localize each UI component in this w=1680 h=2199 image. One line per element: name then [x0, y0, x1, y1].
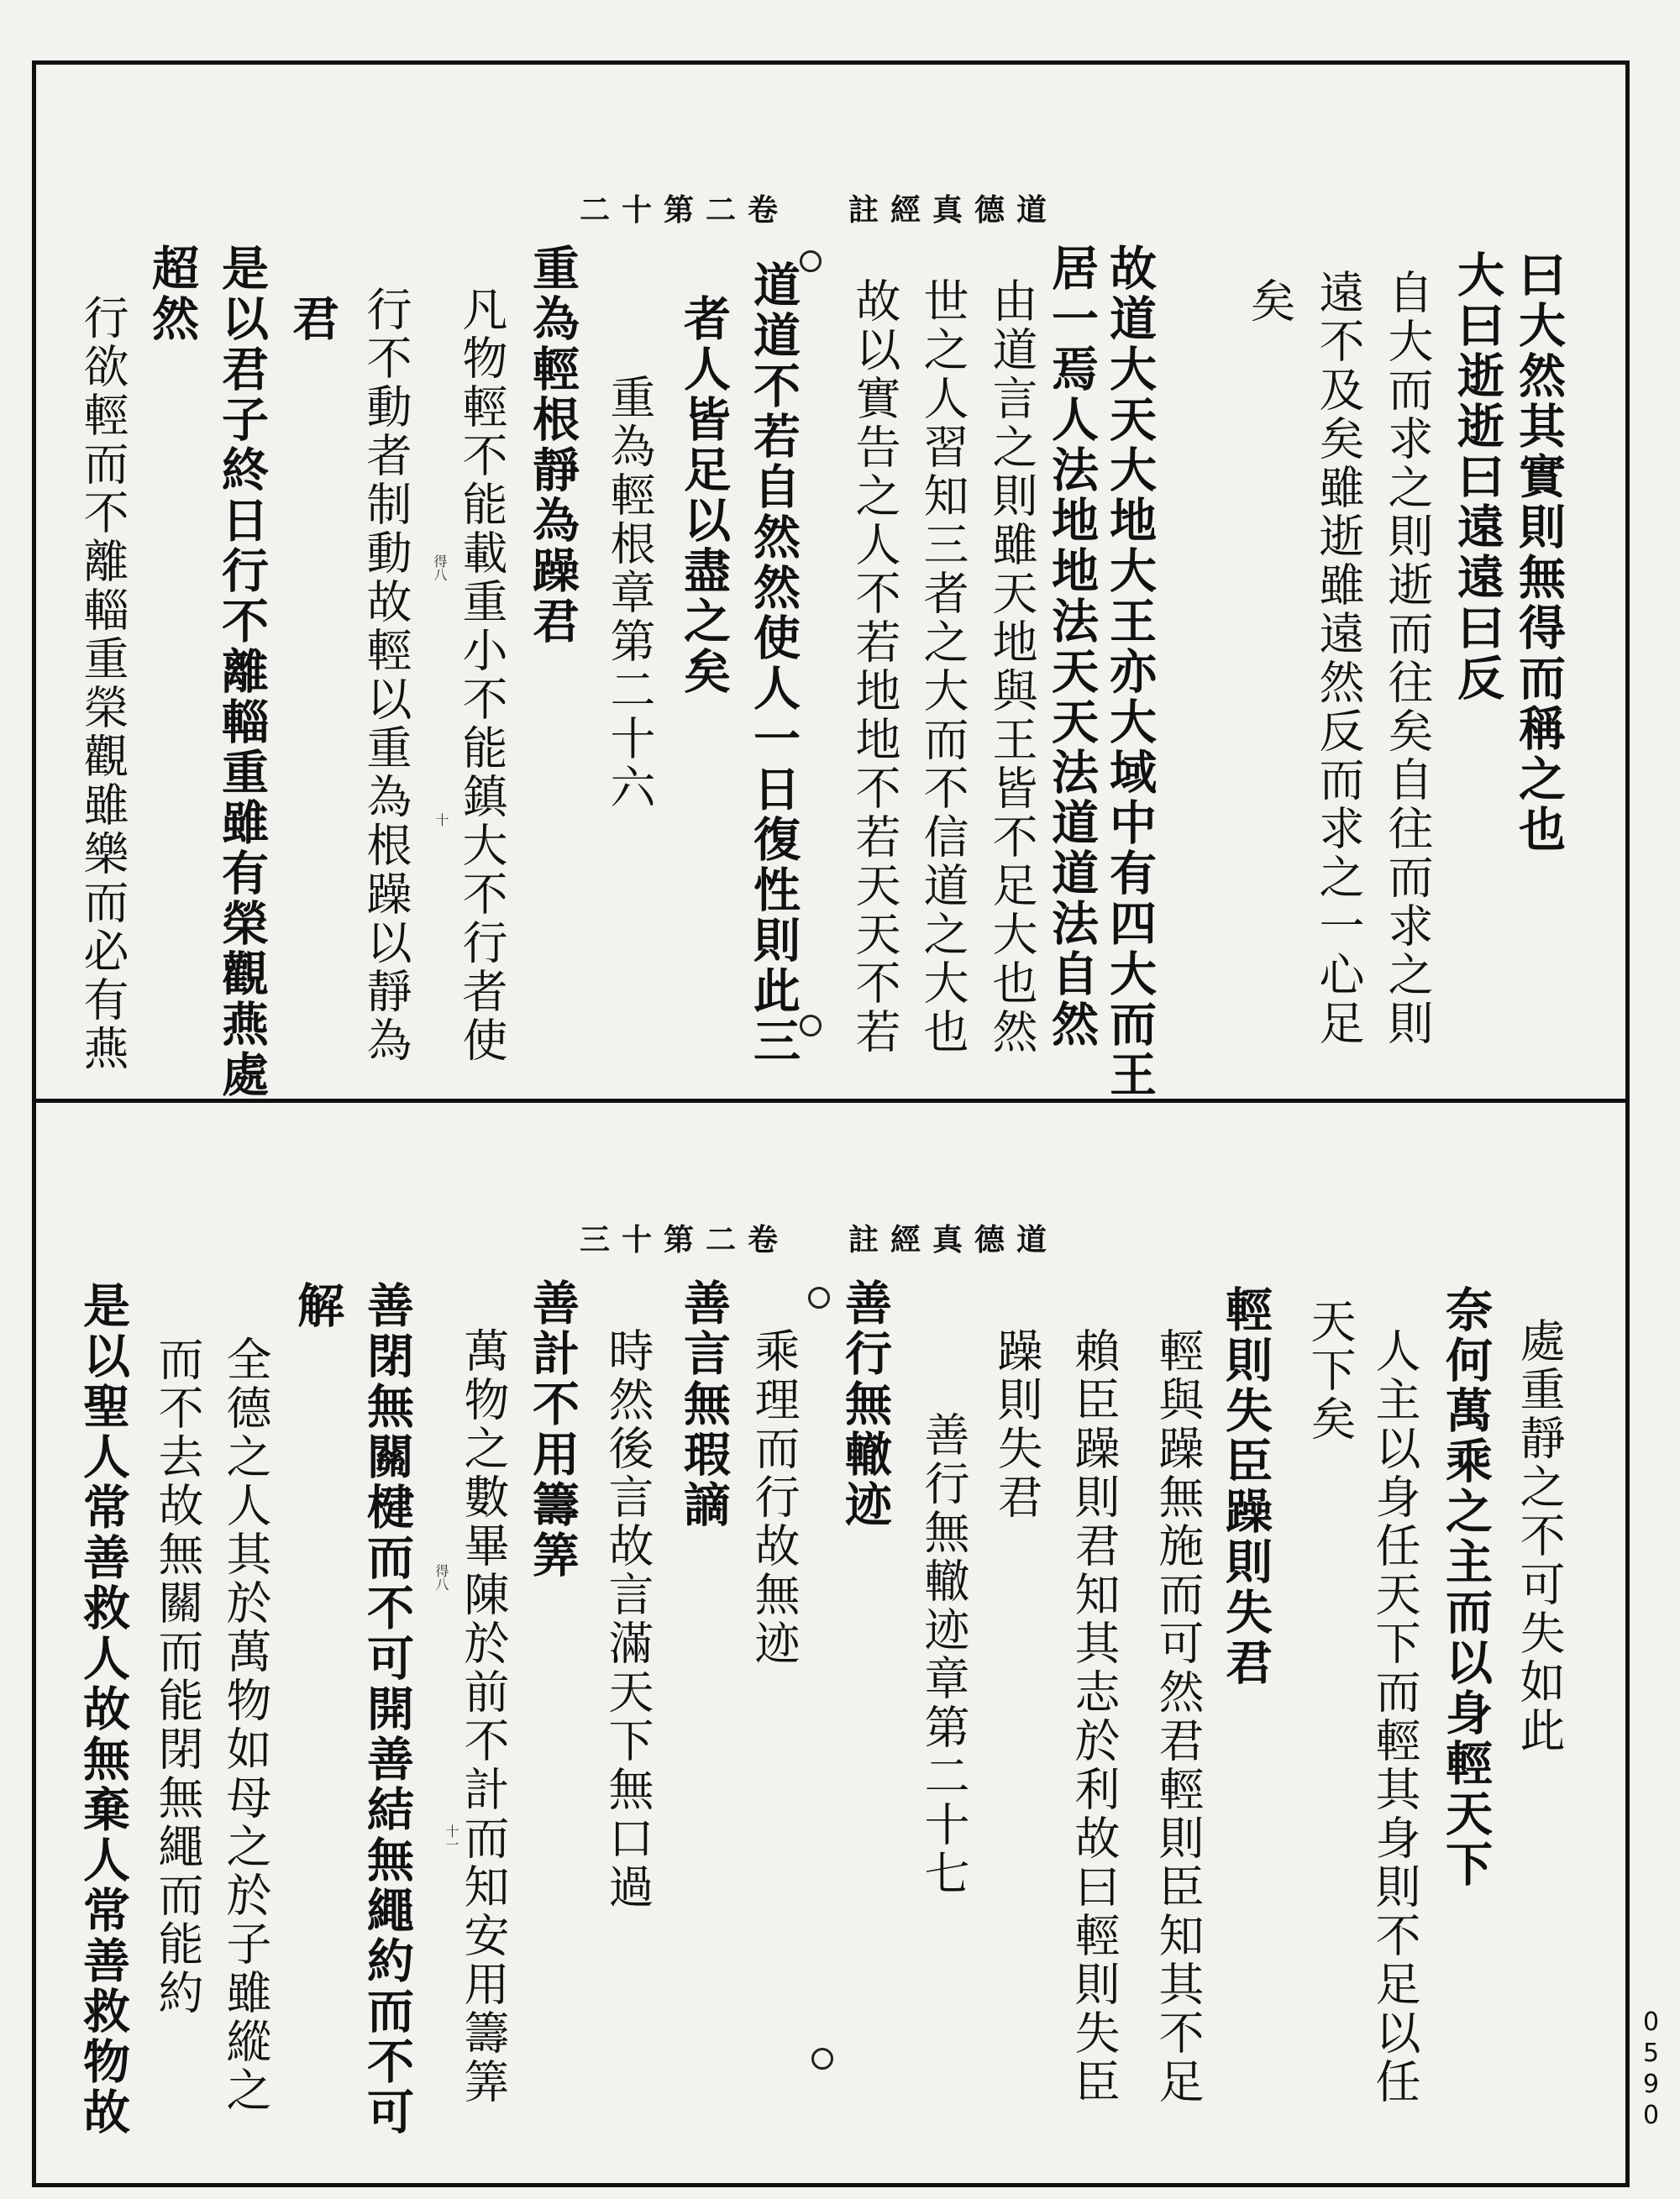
text-column: 善閉無關楗而不可開善結無繩約而不可 — [360, 1281, 415, 2138]
text-column: 凡物輕不能載重小不能鎮大不行者使 — [455, 286, 508, 1065]
text-column: 躁則失君 — [990, 1327, 1043, 1522]
circle-mark — [811, 2048, 833, 2070]
circle-mark — [800, 1015, 822, 1037]
text-column: 道道不若自然然使人一日復性則此三 — [746, 260, 801, 1067]
page-number: 0590 — [1636, 2007, 1666, 2132]
chapter-title: 善行無轍迹章第二十七 — [917, 1411, 970, 1898]
text-column: 故道大天大地大王亦大域中有四大而王 — [1102, 244, 1158, 1100]
text-column: 全德之人其於萬物如母之於子雖縱之 — [219, 1336, 272, 2115]
text-column: 萬物之數畢陳於前不計而知安用籌筭 — [457, 1327, 510, 2107]
header-volume: 卷二第十二 — [580, 192, 790, 228]
text-column: 輕則失臣躁則失君 — [1218, 1285, 1273, 1688]
header-title: 道德真經註 — [848, 192, 1059, 228]
text-column: 天下矣 — [1304, 1298, 1357, 1444]
chapter-title: 重為輕根章第二十六 — [603, 374, 656, 812]
text-column: 大曰逝逝曰遠遠曰反 — [1450, 250, 1505, 704]
text-column: 自大而求之則逝而往矣自往而求之則 — [1381, 269, 1434, 1048]
text-column: 世之人習知三者之大而不信道之大也 — [916, 277, 969, 1057]
text-column: 解 — [290, 1281, 345, 1331]
bottom-page-header — [580, 1216, 1058, 1259]
text-column: 善行無轍迹 — [837, 1278, 893, 1530]
text-column: 由道言之則雖天地與王皆不足大也然 — [985, 277, 1038, 1057]
text-column: 是以聖人常善救人故無棄人常善救物故 — [76, 1281, 131, 2138]
text-column: 遠不及矣雖逝雖遠然反而求之一心足 — [1312, 269, 1365, 1048]
text-column: 是以君子終日行不離輜重雖有榮觀燕處 — [214, 244, 270, 1100]
text-column: 行不動者制動故輕以重為根躁以靜為 — [360, 286, 412, 1065]
text-column: 人主以身任天下而輕其身則不足以任 — [1368, 1327, 1421, 2107]
text-column: 時然後言故言滿天下無口過 — [601, 1327, 654, 1912]
text-column: 善計不用籌筭 — [525, 1278, 580, 1581]
text-column: 乘理而行故無迹 — [748, 1327, 801, 1668]
text-column: 超然 — [144, 244, 200, 344]
margin-mark: 十 — [433, 813, 449, 827]
header-title: 道德真經註 — [848, 1222, 1059, 1257]
margin-mark: 得八 — [433, 1564, 449, 1591]
text-column: 奈何萬乘之主而以身輕天下 — [1438, 1285, 1494, 1890]
text-column: 賴臣躁則君知其志於利故曰輕則失臣 — [1068, 1327, 1121, 2107]
header-volume: 卷二第十三 — [580, 1222, 790, 1257]
margin-mark: 得八 — [432, 554, 448, 581]
text-column: 處重靜之不可失如此 — [1513, 1317, 1566, 1756]
text-column: 矣 — [1243, 277, 1296, 326]
circle-mark — [808, 1287, 830, 1309]
text-column: 者人皆足以盡之矣 — [676, 294, 732, 697]
text-column: 而不去故無關而能閉無繩而能約 — [151, 1336, 204, 2018]
text-column: 故以實告之人不若地地不若天天不若 — [848, 277, 901, 1057]
text-column: 曰大然其實則無得而稱之也 — [1511, 250, 1567, 855]
margin-mark: 十一 — [444, 1824, 459, 1851]
text-column: 重為輕根靜為躁君 — [525, 244, 580, 647]
text-column: 行欲輕而不離輜重榮觀雖樂而必有燕 — [76, 294, 129, 1073]
page-divider — [32, 1099, 1630, 1103]
circle-mark — [800, 250, 822, 272]
text-column: 輕與躁無施而可然君輕則臣知其不足 — [1152, 1327, 1205, 2107]
top-page-header — [580, 186, 1058, 229]
text-column: 君 — [285, 294, 340, 344]
text-column: 居一焉人法地地法天天法道道法自然 — [1044, 244, 1100, 1050]
text-column: 善言無瑕謫 — [676, 1278, 732, 1530]
